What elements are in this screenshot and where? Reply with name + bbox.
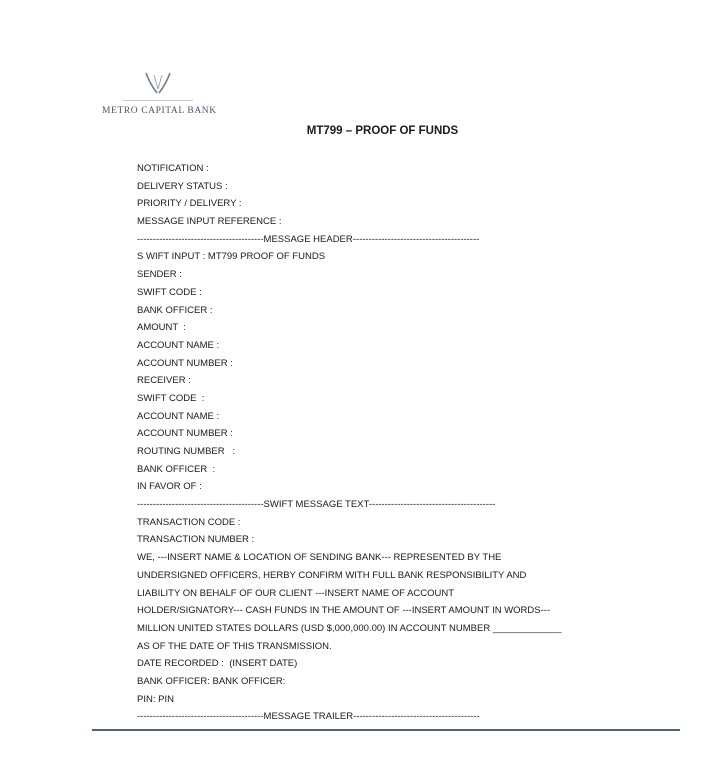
field-in-favor-of: IN FAVOR OF : xyxy=(137,481,202,493)
field-sender: SENDER : xyxy=(137,269,182,281)
footer-rule xyxy=(92,729,680,731)
field-receiver: RECEIVER : xyxy=(137,375,191,387)
message-body xyxy=(137,160,577,726)
divider-message-trailer: ----------------------------------------MESSAGE TRAILER---------------------------------------- xyxy=(137,711,480,723)
body-line: MILLION UNITED STATES DOLLARS (USD $,000,000.00) IN ACCOUNT NUMBER _____________ xyxy=(137,622,562,634)
divider-message-header: ----------------------------------------MESSAGE HEADER---------------------------------------- xyxy=(137,233,480,245)
bank-logo xyxy=(102,70,217,116)
body-line: HOLDER/SIGNATORY--- CASH FUNDS IN THE AMOUNT OF ---INSERT AMOUNT IN WORDS--- xyxy=(137,605,551,617)
body-line: UNDERSIGNED OFFICERS, HERBY CONFIRM WITH FULL BANK RESPONSIBILITY AND xyxy=(137,569,527,581)
v-crest-icon xyxy=(138,70,178,96)
field-transaction-number: TRANSACTION NUMBER : xyxy=(137,534,255,546)
field-sender-swift-code: SWIFT CODE : xyxy=(137,286,202,298)
field-notification: NOTIFICATION : xyxy=(137,163,209,174)
field-receiver-account-number: ACCOUNT NUMBER : xyxy=(137,428,233,440)
field-receiver-bank-officer: BANK OFFICER : xyxy=(137,463,216,475)
document-title: MT799 – PROOF OF FUNDS xyxy=(306,125,459,137)
field-message-input-reference: MESSAGE INPUT REFERENCE : xyxy=(137,216,282,228)
logo-divider xyxy=(123,100,193,101)
field-sender-account-name: ACCOUNT NAME : xyxy=(137,339,220,351)
field-swift-input: S WIFT INPUT : MT799 PROOF OF FUNDS xyxy=(137,251,326,263)
field-pin: PIN: PIN xyxy=(137,693,174,705)
body-line: WE, ---INSERT NAME & LOCATION OF SENDING BANK--- REPRESENTED BY THE xyxy=(137,552,502,564)
field-transaction-code: TRANSACTION CODE : xyxy=(137,516,241,528)
field-receiver-account-name: ACCOUNT NAME : xyxy=(137,410,220,422)
field-routing-number: ROUTING NUMBER : xyxy=(137,446,236,457)
bank-name: METRO CAPITAL BANK xyxy=(102,106,217,116)
field-amount: AMOUNT : xyxy=(137,322,186,334)
body-line: AS OF THE DATE OF THIS TRANSMISSION. xyxy=(137,640,332,652)
field-priority-delivery: PRIORITY / DELIVERY : xyxy=(137,198,242,210)
field-receiver-swift-code: SWIFT CODE : xyxy=(137,392,205,404)
field-bank-officer-signature: BANK OFFICER: BANK OFFICER: xyxy=(137,675,286,687)
field-delivery-status: DELIVERY STATUS : xyxy=(137,180,228,192)
body-line: LIABILITY ON BEHALF OF OUR CLIENT ---INSERT NAME OF ACCOUNT xyxy=(137,587,455,599)
field-date-recorded: DATE RECORDED : (INSERT DATE) xyxy=(137,658,298,670)
divider-swift-message-text: ----------------------------------------SWIFT MESSAGE TEXT---------------------------------------- xyxy=(137,499,496,511)
field-sender-bank-officer: BANK OFFICER : xyxy=(137,304,213,316)
field-sender-account-number: ACCOUNT NUMBER : xyxy=(137,357,233,369)
